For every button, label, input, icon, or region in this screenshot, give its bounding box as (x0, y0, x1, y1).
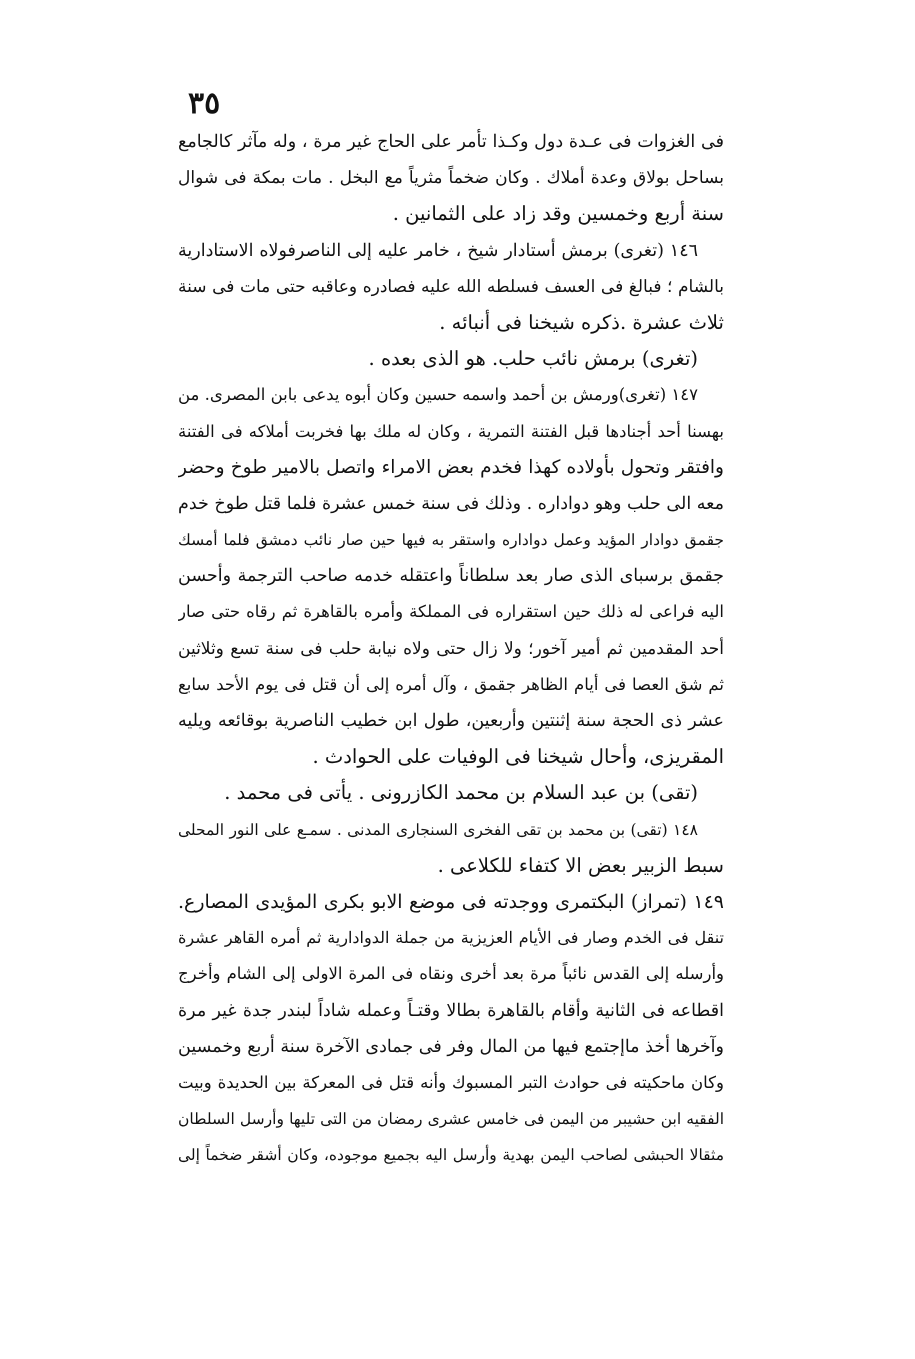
text-line: تنقل فى الخدم وصار فى الأيام العزيزية من جملة الدوادارية ثم أمره القاهر عشرة (178, 928, 724, 948)
page-number: ٣٥ (188, 86, 221, 121)
text-line: (تغرى) برمش نائب حلب. هو الذى بعده . (368, 347, 698, 371)
text-line: اليه فراعى له ذلك حين استقراره فى المملكة وأمره بالقاهرة ثم رقاه حتى صار (178, 602, 724, 622)
text-line: ١٤٨ (تقى) بن محمد بن تقى الفخرى السنجارى المدنى . سمـع على النور المحلى (178, 820, 698, 839)
text-line: أحد المقدمين ثم أمير آخور؛ ولا زال حتى ولاه نيابة حلب فى سنة تسع وثلاثين (178, 638, 724, 659)
text-line: وافتقر وتحول بأولاده كهذا فخدم بعض الامراء واتصل بالامير طوخ وحضر (178, 456, 724, 478)
text-line: بالشام ؛ فبالغ فى العسف فسلطه الله عليه فصادره وعاقبه حتى مات فى سنة (178, 276, 724, 297)
text-line: معه الى حلب وهو دواداره . وذلك فى سنة خمس عشرة فلما قتل طوخ خدم (178, 493, 724, 514)
text-line: فى الغزوات فى عـدة دول وكـذا تأمر على الحاج غير مرة ، وله مآثر كالجامع (178, 132, 724, 152)
text-line: جقمق برسباى الذى صار بعد سلطاناً واعتقله خدمه صاحب الترجمة وأحسن (178, 566, 724, 587)
text-line: ثلاث عشرة .ذكره شيخنا فى أنبائه . (439, 310, 724, 334)
text-line: بهسنا أحد أجنادها قبل الفتنة التمرية ، وكان له ملك بها فخربت أملاكه فى الفتنة (178, 421, 724, 441)
text-line: مثقالا الحبشى لصاحب اليمن بهدية وأرسل اليه بجميع موجوده، وكان أشقر ضخماً إلى (178, 1146, 724, 1165)
text-line: ١٤٩ (تمراز) البكتمرى ووجدته فى موضع الابو بكرى المؤيدى المصارع. (178, 890, 724, 913)
text-line: وكان ماحكيته فى حوادث التبر المسبوك وأنه قتل فى المعركة بين الحديدة وبيت (178, 1072, 724, 1092)
text-line: سنة أربع وخمسين وقد زاد على الثمانين . (392, 202, 724, 226)
text-line: بساحل بولاق وعدة أملاك . وكان ضخماً مثرياً مع البخل . مات بمكة فى شوال (178, 168, 724, 189)
text-line: اقطاعه فى الثانية وأقام بالقاهرة بطالا وقتـاً وعمله شاداً لبندر جدة غير مرة (178, 1000, 724, 1021)
text-line: ثم شق العصا فى أيام الظاهر جقمق ، وآل أمره إلى أن قتل فى يوم الأحد سابع (178, 674, 724, 694)
text-line: (تقى) بن عبد السلام بن محمد الكازرونى . يأتى فى محمد . (224, 781, 698, 805)
text-line: وأرسله إلى القدس نائباً مرة بعد أخرى ونقاه فى المرة الاولى إلى الشام وأخرج (178, 964, 724, 984)
text-line: عشر ذى الحجة سنة إثنتين وأربعين، طول ابن خطيب الناصرية بوقائعه ويليه (178, 711, 724, 731)
text-line: الفقيه ابن حشيبر من اليمن فى خامس عشرى رمضان من التى تليها وأرسل السلطان (178, 1110, 724, 1129)
text-line: ١٤٦ (تغرى) برمش أستادار شيخ ، خامر عليه إلى الناصرفولاه الاستادارية (178, 240, 698, 261)
text-line: المقريزى، وأحال شيخنا فى الوفيات على الحوادث . (312, 745, 724, 769)
text-line: وآخرها أخذ ماإجتمع فيها من المال وفر فى جمادى الآخرة سنة أربع وخمسين (178, 1036, 724, 1057)
text-line: جقمق دوادار المؤيد وعمل دواداره واستقر به فيها حين صار نائب دمشق فلما أمسك (178, 531, 724, 550)
text-line: ١٤٧ (تغرى)ورمش بن أحمد واسمه حسين وكان أبوه يدعى بابن المصرى. من (178, 385, 698, 405)
text-body (178, 124, 724, 1173)
text-line: سبط الزبير بعض الا كتفاء للكلاعى . (437, 853, 724, 877)
